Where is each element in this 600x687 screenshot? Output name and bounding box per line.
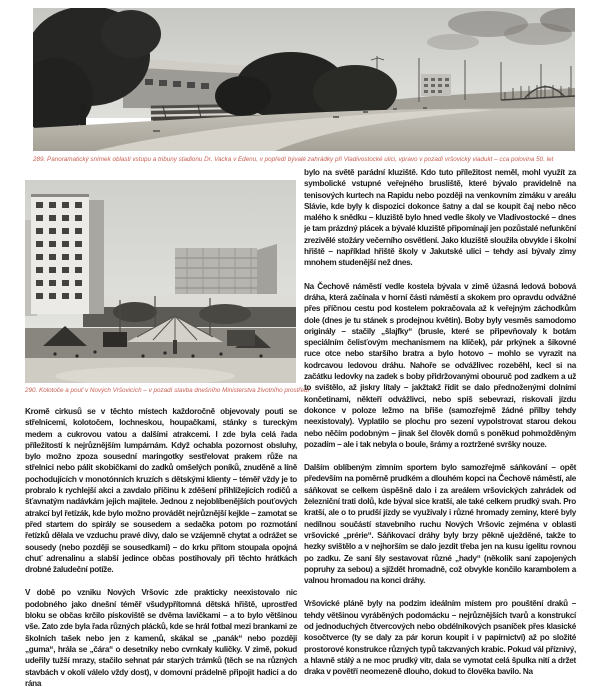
fair-apartment-building [25, 194, 104, 316]
left-text-column [25, 406, 297, 687]
body-paragraph: Kromě cirkusů se v těchto místech každoročně objevovaly pouti se střelnicemi, kolotočem, lochneskou, houpačkami, stánky s tureckým medem a cukrovou vatou a dalšími atrakcemi. I zde byla celá řada příležitostí k nejrůznějším lumpárnám. Když ochabla pozornost obsluhy, bylo možno zpoza sousední maringotky sestřelovat prakem růže na střelnici nebo pálit skobičkami do zadků omšelých poníků, znuděně a líně pochodujících v monotónních kruzích s dětskými klienty – téměř vždy je to probralo k rychlejší akci a zavdalo příčinu k zděšení přihlížejících rodičů a šťavnatým nadávkám jejich majitele. Jednou z nejoblíbenějších pouťových atrakcí byl řetízák, kde bylo možno provádět nejrůznější kejkle – zamotat se před startem do spirály se sousedem a sedačka potom po rozmotání řetízků dělala ve vzduchu pravé divy, dalo se vzájemně chytat a odrážet se sousedy (nebo později se sousedkami) – do krku přitom stoupala opojná chuť adrenalinu a slabší jedince občas postihovaly při těchto hrátkách drobné žaludeční potíže. [25, 407, 297, 575]
body-paragraph: V době po vzniku Nových Vršovic zde prakticky neexistovalo nic podobného jako dnešní téměř všudypřítomná dětská hřiště, uprostřed bloku se občas krčilo pískoviště se dvěma lavičkami – a to bylo většinou vše. Zato zde byla řada různých plácků, kde se hrál fotbal mezi brankami ze školních tašek nebo jen z kamenů, skákal se „panák“ nebo později „guma“, hrála se „čára“ o desetníky nebo cvrnkaly kuličky. V zimě, pokud udeřily tužší mrazy, stačilo sehnat pár starých trámků (těch se na různých stavbách v okolí válelo vždy dost), v domovní prádelně připojit hadici a do rána [25, 588, 297, 687]
figure-fairground [25, 180, 296, 383]
body-paragraph: bylo na světě parádní kluziště. Kdo tuto příležitost neměl, mohl využít za symbolické vstupné veřejného brusliště, které bývalo pravidelně na tenisových kurtech na Rapidu nebo později na venkovním zimáku v areálu Slávie, kde byly k dispozici dokonce šatny a dal se koupit čaj nebo něco malého k snědku – kluziště bylo hned vedle školy ve Vladivostocké – dnes je tam prázdný plácek a bývalé kluziště připomínají jen pozůstalé nefunkční zrezivělé stožáry večerního osvětlení. Jako kluziště sloužila obvykle i školní hřiště – například hřiště školy v Jakutské ulici – tehdy asi bývaly zimy mnohem studenější než dnes. [304, 168, 576, 268]
body-paragraph: Na Čechově náměstí vedle kostela bývala v zimě úžasná ledová bobová dráha, která začínala v horní části náměstí a skokem pro opravdu odvážné přes příčnou cestu pod kostelem pokračovala až k veřejným záchodkům dole (dnes je tu stánek s prodejnou květin). Boby byly vesměs samodomo originály – stačily „šlajfky“ (brusle, které se připevňovaly k botám speciálním čelisťovým mechanismem na klíček), pár prkýnek a šikovné ruce otce nebo staršího bratra a bylo hotovo – mohlo se vyrazit na kodrcavou ledovou dráhu. Nahoře se odvážlivec rozeběhl, kecl si na začátku ledovky na zadek s boby přidržovanými obouruč pod zadkem a už to svištělo, až jiskry lítaly – jakžtakž řídit se dalo přednoženými dolními končetinami, někteří odvážlivci, nebo spíš sebevrazi, riskovali jízdu dokonce v poloze ležmo na břiše (samozřejmě žádné přilby tehdy neexistovaly). Vyplatilo se plochu pro sezení vypolstrovat starou dekou nebo něčím podobným – jinak šel člověk domů s poněkud pohmožděným pozadím – ale i tak nebyla o boule, šrámy a roztržené svršky nouze. [304, 281, 576, 449]
right-text-column [304, 167, 576, 677]
figure-caption-290: 290. Kolotoče a pouť v Nových Vršovicích – v pozadí stavba dnešního Ministerstva životního prostředí [25, 387, 310, 394]
fairground-photo [25, 180, 296, 383]
figure-panorama [33, 8, 575, 151]
fair-foreground-ground [25, 358, 296, 383]
figure-caption-289: 289. Panoramatický snímek oblasti vstupu a tribuny stadionu Dr. Vacka v Edenu, v popředí bývalé zahrádky při Vladivostocké ulici, vpravo v pozadí vršovický viadukt – cca polovina 50. let [33, 156, 554, 163]
body-paragraph: Vršovické pláně byly na podzim ideálním místem pro pouštění draků – tehdy většinou vyráběných podomácku – nejrůznějších tvarů a konstrukcí od jednoduchých čtvercových nebo obdélníkových psaníček přes klasické kosočtverce (ty se daly za pár korun koupit i v papírnictví) až po složité prostorové konstrukce různých typů takzvaných krabic. Pokud vál příznivý, a hlavně stálý a ne moc prudký vítr, dala se vymotat celá špulka nití a držet draka v povětří neomezeně dlouho, dokud to člověka bavilo. Na [304, 599, 576, 677]
body-paragraph: Dalším oblíbeným zimním sportem bylo samozřejmě sáňkování – opět především na poměrně prudkém a dlouhém kopci na Čechově náměstí, ale sáňkovat se celkem úspěšně dalo i za areálem vršovických zahrádek od železniční trati dolů, kde býval sice kratší, ale také celkem prudký svah. Pro kratší, ale o to prudší jízdy se využívaly i různé hromady zeminy, které byly nedílnou součástí stavebního ruchu Nových Vršovic zejména v oblasti vršovické „prérie“. Sáňkovací dráhy byly brzy pěkně uježděné, takže to hezky svištělo a v nejhorším se dalo jezdit třeba jen na kusu igelitu rovnou po zadku. Ze saní šly sestavovat různé „hady“ (několik saní zapojených popruhy za sebou) a sjíždět hromadně, což obvykle končilo karambolem a valnou hromadou na konci dráhy. [304, 463, 576, 586]
stadium-panorama-photo [33, 8, 575, 151]
